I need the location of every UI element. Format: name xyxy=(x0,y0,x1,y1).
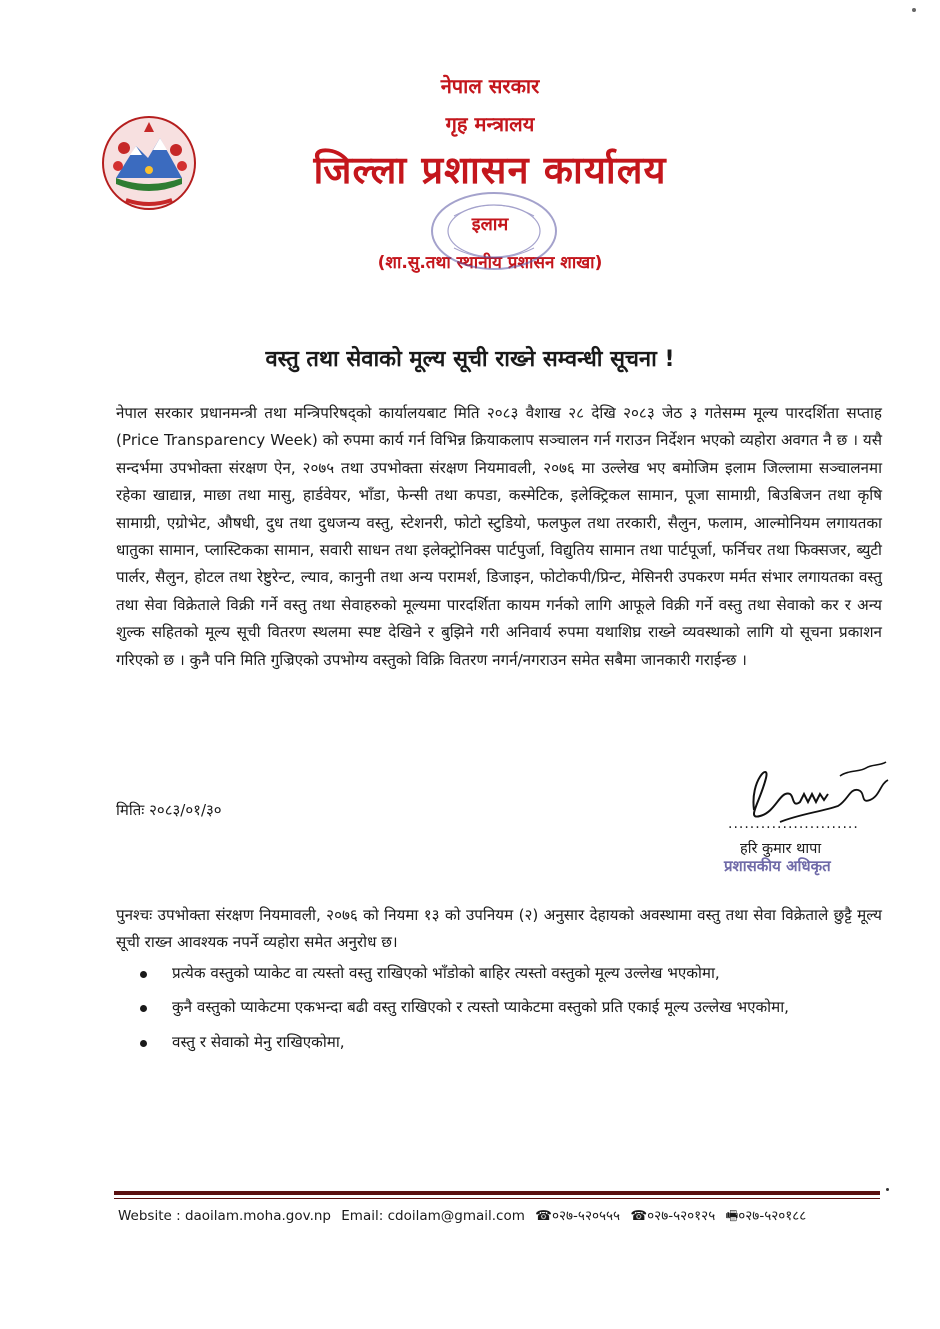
notice-title: वस्तु तथा सेवाको मूल्य सूची राख्ने सम्वन्धी सूचना ! xyxy=(265,347,675,372)
branch-name: (शा.सु.तथा स्थानीय प्रशासन शाखा) xyxy=(377,253,603,273)
footer-phone-1: ☎०२७-५२०५५५ xyxy=(535,1208,621,1224)
footer-email: Email: cdoilam@gmail.com xyxy=(341,1208,525,1224)
corner-speck xyxy=(912,8,916,12)
postscript-list xyxy=(140,960,882,1063)
footer-website: Website : daoilam.moha.gov.np xyxy=(118,1208,331,1224)
list-item xyxy=(140,1029,882,1056)
footer-rule-thick xyxy=(114,1191,880,1195)
postscript-intro: पुनश्चः उपभोक्ता संरक्षण नियमावली, २०७६ को नियमा १३ को उपनियम (२) अनुसार देहायको अवस्थामा वस्तु तथा सेवा विक्रेताले छुट्टै मूल्य सूची राख्न आवश्यक नपर्ने व्यहोरा समेत अनुरोध छ। xyxy=(116,906,882,952)
list-item-text: कुनै वस्तुको प्याकेटमा एकभन्दा बढी वस्तु राखिएको र त्यस्तो प्याकेटमा वस्तुको प्रति एकाई मूल्य उल्लेख भएकोमा, xyxy=(172,998,789,1017)
bullet-icon xyxy=(140,1005,147,1012)
footer-rule-thin xyxy=(114,1198,880,1199)
signatory-title: प्रशासकीय अधिकृत xyxy=(724,857,831,875)
ministry-name: गृह मन्त्रालय xyxy=(445,112,535,136)
bullet-icon xyxy=(140,971,147,978)
notice-date: मितिः २०८३/०१/३० xyxy=(116,801,222,819)
district-name: इलाम xyxy=(471,214,509,235)
footer-phone-2: ☎०२७-५२०१२५ xyxy=(630,1208,716,1224)
notice-body: नेपाल सरकार प्रधानमन्त्री तथा मन्त्रिपरिषद्को कार्यालयबाट मिति २०८३ वैशाख २८ देखि २०८३ जेठ ३ गतेसम्म मूल्य पारदर्शिता सप्ताह (Price Transparency Week) को रुपमा कार्य गर्न विभिन्न क्रियाकलाप सञ्चालन गर्न गराउन निर्देशन भएको व्यहोरा अवगत नै छ । यसै सन्दर्भमा उपभोक्ता संरक्षण ऐन, २०७५ तथा उपभोक्ता संरक्षण नियमावली, २०७६ मा उल्लेख भए बमोजिम इलाम जिल्लामा सञ्चालनमा रहेका खाद्यान्न, माछा तथा मासु, हार्डवेयर, भाँडा, फेन्सी तथा कपडा, कस्मेटिक, इलेक्ट्रिकल सामान, पूजा सामाग्री, बिउबिजन तथा कृषि सामाग्री, एग्रोभेट, औषधी, दुध तथा दुधजन्य वस्तु, स्टेशनरी, फोटो स्टुडियो, फलफुल तथा तरकारी, सैलुन, फलाम, आल्मोनियम लगायतका धातुका सामान, प्लास्टिकका सामान, सवारी साधन तथा इलेक्ट्रोनिक्स पार्टपुर्जा, विद्युतिय सामान तथा पार्टपूर्जा, फर्निचर तथा फिक्सजर, ब्युटी पार्लर, सैलुन, होटल तथा रेष्टुरेन्ट, ल्याव, कानुनी तथा अन्य परामर्श, डिजाइन, फोटोकपी/प्रिन्ट, मेसिनरी उपकरण मर्मत संभार लगायतका वस्तु तथा सेवा विक्रेताले विक्री गर्ने वस्तु तथा सेवाहरुको मूल्यमा पारदर्शिता कायम गर्नको लागि आफूले विक्री गर्ने वस्तु तथा सेवाको कर र अन्य शुल्क सहितको मूल्य सूची वितरण स्थलमा स्पष्ट देखिने र बुझिने गरी अनिवार्य रुपमा यथाशिघ्र राख्ने व्यवस्थाको लागि यो सूचना प्रकाशन गरिएको छ । कुनै पनि मिति गुज्रिएको उपभोग्य वस्तुको विक्रि वितरण नगर्न/नगराउन समेत सबैमा जानकारी गराईन्छ । xyxy=(116,404,882,669)
list-item xyxy=(140,994,882,1021)
footer-speck xyxy=(886,1188,889,1191)
office-name: जिल्ला प्रशासन कार्यालय xyxy=(313,148,667,192)
list-item-text: प्रत्येक वस्तुको प्याकेट वा त्यस्तो वस्तु राखिएको भाँडोको बाहिर त्यस्तो वस्तुको मूल्य उल्लेख भएकोमा, xyxy=(172,964,720,982)
bullet-icon xyxy=(140,1040,147,1047)
government-name: नेपाल सरकार xyxy=(440,74,540,98)
signature-line: ........................ xyxy=(728,816,859,832)
list-item xyxy=(140,960,882,987)
list-item-text: वस्तु र सेवाको मेनु राखिएकोमा, xyxy=(172,1032,345,1051)
footer-contact xyxy=(118,1206,898,1229)
office-seal-stamp xyxy=(424,186,564,276)
footer-fax: 🖷०२७-५२०१८८ xyxy=(725,1208,807,1224)
signatory-name: हरि कुमार थापा xyxy=(740,841,822,857)
